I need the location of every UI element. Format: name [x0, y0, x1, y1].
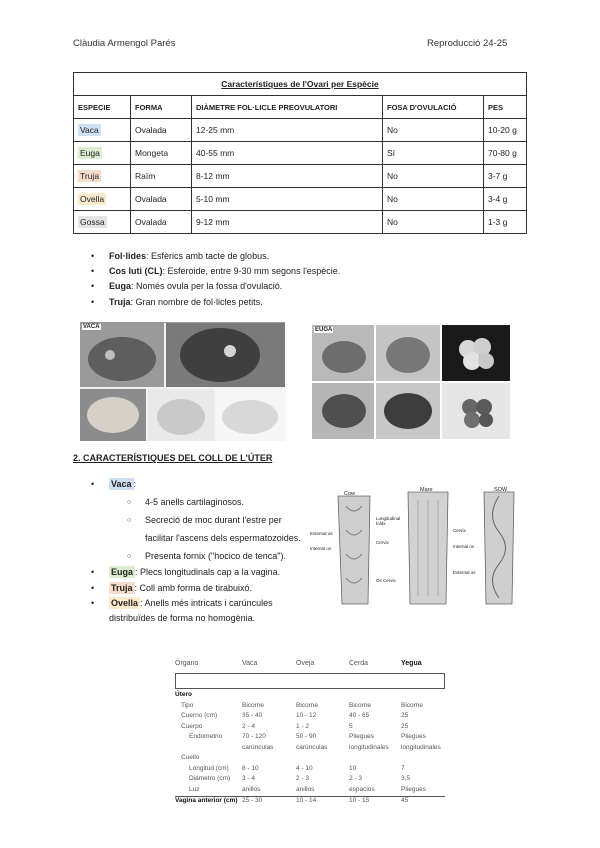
col-pes: PES	[484, 96, 527, 119]
mid-label: Cervix	[376, 540, 389, 545]
euga-photo-label: EUGA	[315, 327, 333, 333]
table-row	[74, 165, 527, 188]
table-cell: Pliegues	[349, 733, 374, 740]
section-label: Útero	[175, 691, 192, 698]
vaca-sub-list	[127, 494, 301, 565]
table-cell: 3-4 g	[484, 188, 527, 211]
course-title: Reproducció 24-25	[427, 38, 508, 49]
cervix-diagram	[308, 486, 523, 606]
table-row	[175, 744, 445, 755]
species-highlight: Ovella	[80, 194, 105, 204]
table-cell: 3,5	[401, 775, 411, 782]
ovari-bullet-list	[91, 249, 511, 310]
left-label: Internal os	[310, 546, 332, 551]
table-cell: 2 - 4	[242, 722, 256, 730]
table-cell: 12-25 mm	[192, 119, 383, 142]
col-especie: ESPECIE	[74, 96, 131, 119]
table-cell: Pliegues	[401, 733, 426, 740]
table-cell: 8-12 mm	[192, 165, 383, 188]
table-cell: 5-10 mm	[192, 188, 383, 211]
table-cell: Ovalada	[131, 211, 192, 234]
table-cell: anillos	[296, 785, 315, 793]
table-row	[175, 712, 445, 723]
species-highlight: Vaca	[80, 125, 99, 135]
table-cell: 10 - 12	[296, 712, 317, 719]
table-header-row	[175, 660, 445, 674]
table-cell: 3-7 g	[484, 165, 527, 188]
cervix-illustration	[308, 486, 523, 606]
table-cell: Bicorne	[401, 701, 424, 709]
col-header: Vaca	[242, 660, 258, 667]
table-cell: carúnculas	[242, 743, 274, 751]
table-cell: longitudinales	[349, 743, 389, 751]
table-cell: 7	[401, 764, 405, 772]
list-item: • Truja: Gran nombre de fol·licles petits.	[91, 295, 511, 310]
list-item: • Euga : Plecs longitudinals cap a la vagina.	[91, 565, 301, 580]
author-name: Clàudia Armengol Parés	[73, 38, 176, 49]
vaca-ovary-photos	[80, 322, 285, 441]
table-cell: 35 - 40	[242, 712, 263, 719]
table-cell: Ovalada	[131, 188, 192, 211]
table-cell: Mongeta	[131, 142, 192, 165]
table-cell: 10 - 15	[349, 797, 370, 804]
table-cell: No	[383, 165, 484, 188]
table-cell: longitudinales	[401, 743, 441, 751]
table-cell: Bicorne	[242, 701, 265, 709]
list-item: ○ Secreció de moc durant l'estre per facilitar l'ascens dels espermatozoides.	[127, 512, 301, 548]
table-row	[175, 754, 445, 765]
table-cell: Raïm	[131, 165, 192, 188]
table-cell: Sí	[383, 142, 484, 165]
species-highlight: Euga	[80, 148, 100, 158]
list-item: ○ 4-5 anells cartilaginosos.	[127, 494, 301, 512]
table-cell: Cuello	[181, 754, 200, 761]
table-row	[74, 119, 527, 142]
list-item: • Cos luti (CL): Esferoide, entre 9-30 mm segons l'espècie.	[91, 264, 511, 279]
vaca-photo-label: VACA	[83, 324, 100, 330]
table-cell: 40 - 65	[349, 712, 370, 719]
table-cell: 2 - 3	[296, 775, 310, 782]
table-cell	[74, 188, 131, 211]
right-label: Cervix	[453, 528, 466, 533]
col-fosa: FOSA D'OVULACIÓ	[383, 96, 484, 119]
table-cell: espacios	[349, 785, 375, 793]
table-cell: Ovalada	[131, 119, 192, 142]
blank-row	[175, 674, 445, 689]
list-item: • Euga: Només ovula per la fossa d'ovulació.	[91, 279, 511, 294]
table-cell: 4 - 10	[296, 764, 313, 772]
col-diametre: DIÀMETRE FOL·LICLE PREOVULATORI	[192, 96, 383, 119]
section-title: 2. CARACTERÍSTIQUES DEL COLL DE L'ÚTER	[73, 453, 273, 463]
table-cell: 25	[401, 712, 409, 719]
euga-photo-collage	[312, 325, 510, 439]
table-cell: 8 - 10	[242, 764, 259, 772]
table-cell: 50 - 90	[296, 733, 317, 740]
table-cell: Diámetro (cm)	[189, 775, 231, 782]
list-item: ○ Presenta fornix ("hocico de tenca").	[127, 548, 301, 566]
coll-uter-list	[91, 477, 301, 626]
table-cell: No	[383, 188, 484, 211]
table-cell: Tipo	[181, 701, 194, 709]
table-caption: Característiques de l'Ovari per Espècie	[74, 73, 527, 96]
mid-label: Os Cervix	[376, 578, 396, 583]
table-cell: No	[383, 211, 484, 234]
cow-label: Cow	[344, 491, 356, 497]
list-item: • Vaca : ○ 4-5 anells cartilaginosos. ○ Secreció de moc durant l'estre per facilitar l'ascens dels espermatozoides. ○ Presenta fornix ("hocico de tenca").	[91, 477, 301, 565]
table-cell: 45	[401, 797, 409, 804]
table-row	[175, 723, 445, 734]
table-cell: Bicorne	[349, 701, 372, 709]
table-row	[74, 211, 527, 234]
col-header: Cerda	[349, 660, 369, 667]
table-row	[74, 142, 527, 165]
table-row	[175, 796, 445, 808]
table-cell: Endometrio	[189, 733, 223, 740]
list-item: • Truja : Coll amb forma de tirabuixó.	[91, 581, 301, 596]
table-cell	[74, 119, 131, 142]
table-cell: 40-55 mm	[192, 142, 383, 165]
table-cell: No	[383, 119, 484, 142]
uter-comparison-table	[175, 660, 445, 808]
table-cell: 10 - 14	[296, 797, 317, 804]
table-cell: carúnculas	[296, 743, 328, 751]
species-highlight: Gossa	[80, 217, 105, 227]
table-cell: Cuerpo	[181, 722, 203, 730]
euga-ovary-photos	[312, 325, 510, 439]
table-cell: Luz	[189, 785, 200, 793]
list-item: • Fol·lides: Esfèrics amb tacte de globus.	[91, 249, 511, 264]
table-cell: Cuerno (cm)	[181, 712, 218, 719]
table-cell: 70 - 120	[242, 733, 266, 740]
table-cell	[74, 142, 131, 165]
table-cell: 3 - 4	[242, 775, 256, 782]
section-row	[175, 691, 445, 702]
table-row	[175, 786, 445, 797]
table-cell: 10-20 g	[484, 119, 527, 142]
table-cell: Bicorne	[296, 701, 319, 709]
mare-label: Mare	[420, 487, 433, 493]
table-cell: Pliegues	[401, 785, 426, 793]
table-cell: 2 - 3	[349, 775, 363, 782]
table-cell: anillos	[242, 785, 261, 793]
table-cell	[74, 165, 131, 188]
species-highlight: Truja	[80, 171, 100, 181]
table-row	[74, 188, 527, 211]
col-header: Yegua	[401, 660, 422, 667]
right-label: Internal os	[453, 544, 475, 549]
left-label: External os	[310, 531, 333, 536]
vaca-photo-collage	[80, 323, 285, 441]
table-cell: 25	[401, 722, 409, 730]
table-cell: 9-12 mm	[192, 211, 383, 234]
table-row	[175, 702, 445, 713]
table-cell: 25 - 30	[242, 797, 263, 804]
table-cell	[74, 211, 131, 234]
right-label: External os	[453, 570, 476, 575]
col-forma: FORMA	[131, 96, 192, 119]
table-row	[175, 775, 445, 786]
ovari-table	[73, 72, 527, 234]
table-cell: 10	[349, 764, 357, 772]
table-row	[175, 765, 445, 776]
table-cell: 1 - 2	[296, 722, 310, 730]
table-cell: 5	[349, 722, 353, 730]
table-cell: 1-3 g	[484, 211, 527, 234]
col-header: Oveja	[296, 660, 315, 667]
sow-label: SOW	[494, 487, 508, 493]
table-cell: Vagina anterior (cm)	[175, 797, 238, 804]
table-row	[175, 733, 445, 744]
list-item: • Ovella : Anells més intricats i carúncules distribuïdes de forma no homogènia.	[91, 596, 301, 626]
mid-label: Longitudinal folds	[376, 516, 401, 526]
table-cell: Longitud (cm)	[189, 764, 229, 772]
col-header: Órgano	[175, 660, 199, 667]
table-cell: 70-80 g	[484, 142, 527, 165]
